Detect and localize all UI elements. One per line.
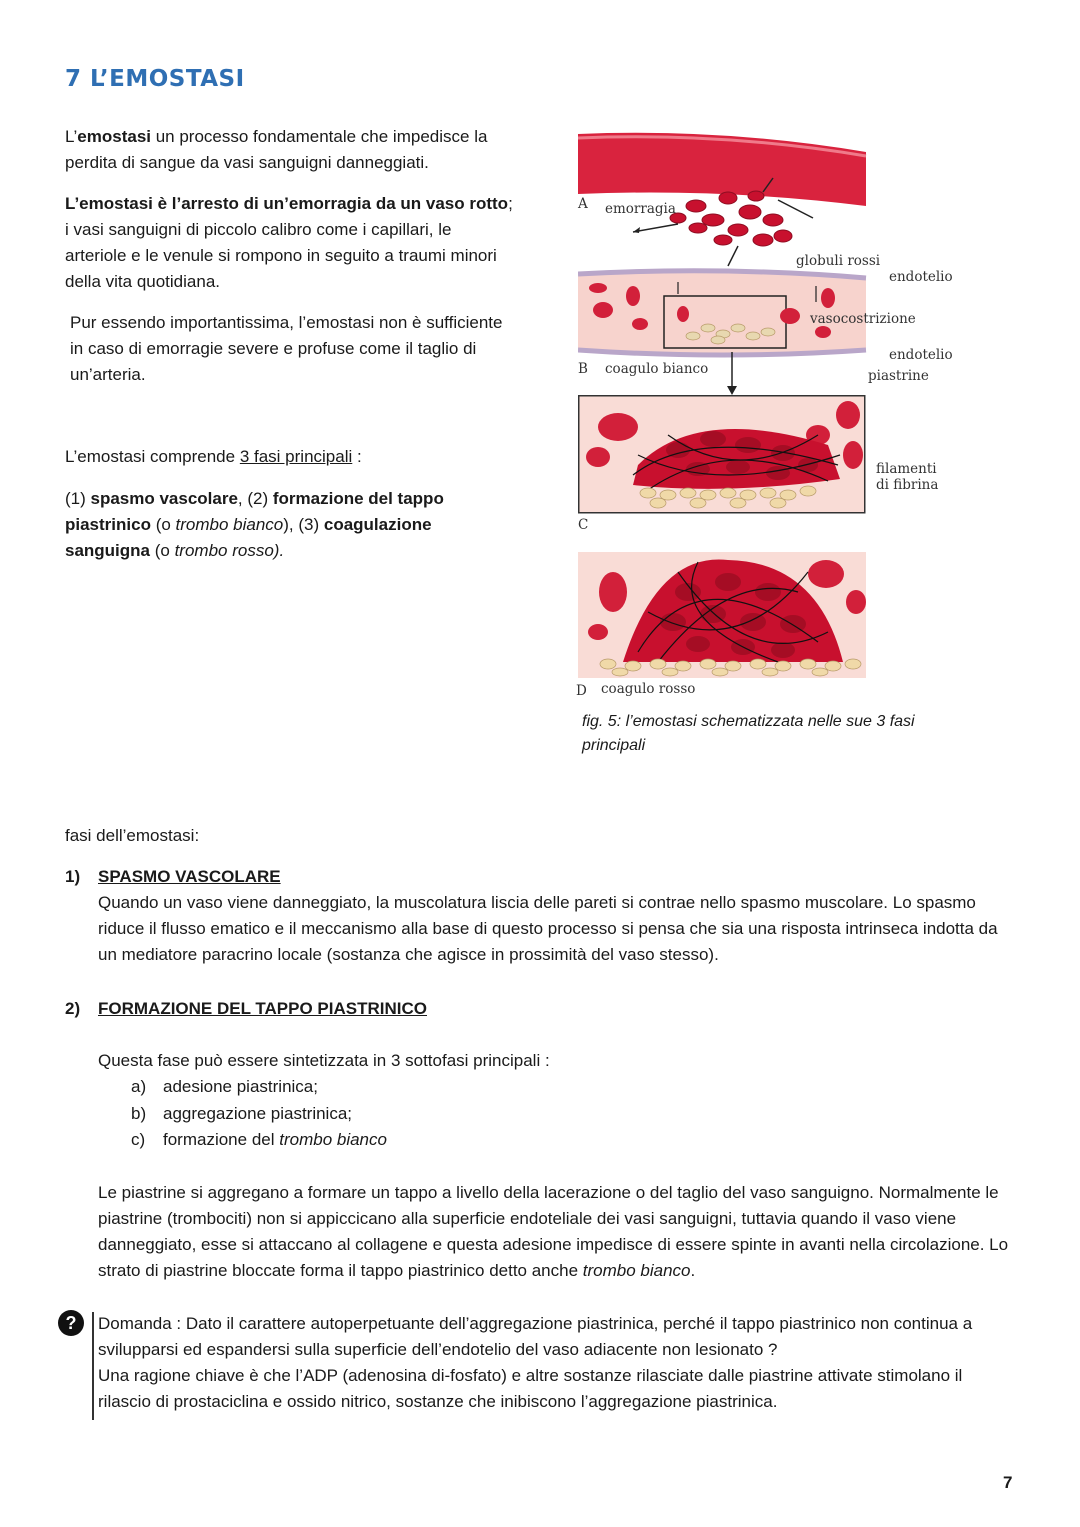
label-coagulo-rosso: coagulo rosso [601,681,696,697]
label-coagulo-bianco: coagulo bianco [605,361,709,377]
intro-phases-list: (1) spasmo vascolare, (2) formazione del tappo piastrinico (o trombo bianco), (3) coagulazione sanguigna (o trombo rosso). [65,489,444,560]
label-c: C [578,517,589,533]
answer-text: Una ragione chiave è che l’ADP (adenosina di-fosfato) e altre sostanze rilasciate dalle piastrine attivate stimolano il rilascio di prostaciclina e ossido nitrico, sostanze che inibiscono l’aggregazione piastrinica. [98,1366,963,1411]
phase-2-number: 2) [65,999,81,1018]
list-item: adesione piastrinica; [163,1077,318,1096]
phase-2-intro: Questa fase può essere sintetizzata in 3 sottofasi principali : [98,1051,550,1070]
list-item: aggregazione piastrinica; [163,1104,353,1123]
phase-2-heading: FORMAZIONE DEL TAPPO PIASTRINICO [98,999,427,1018]
label-piastrine: piastrine [868,368,929,384]
vessel-illustration-d [578,552,868,680]
vessel-illustration-a [578,128,868,268]
phase-1-text: Quando un vaso viene danneggiato, la muscolatura liscia delle pareti si contrae nello spasmo muscolare. Lo spasmo riduce il flusso ematico e il meccanismo alla base di questo processo si pensa che sia una risposta intrinseca indotta da un mediatore paracrino locale (sostanza che agisce in prossimità del vaso stesso). [98,893,998,964]
label-globuli-rossi: globuli rossi [796,253,881,269]
question-divider [92,1312,94,1420]
label-d: D [576,683,587,699]
phase-2-paragraph: Le piastrine si aggregano a formare un tappo a livello della lacerazione o del taglio del vaso sanguigno. Normalmente le piastrine (trombociti) non si appiccicano alla superficie endoteliale dei vasi sanguigni, tuttavia quando il vaso viene danneggiato, esse si attaccano al collagene e questa adesione impedisce di essere spinte in avanti nella circolazione. Lo strato di piastrine bloccate forma il tappo piastrinico detto anche trombo bianco. [98,1183,1009,1280]
intro-paragraph-3: Pur essendo importantissima, l’emostasi non è sufficiente in caso di emorragie severe e profuse come il taglio di un’arteria. [70,313,503,384]
question-icon: ? [58,1310,84,1336]
label-endotelio-2: endotelio [889,347,953,363]
question-text: Domanda : Dato il carattere autoperpetuante dell’aggregazione piastrinica, perché il tappo piastrinico non continua a svilupparsi ed espandersi sulla superficie dell’endotelio del vaso adiacente non lesionato ? [98,1314,973,1359]
figure-caption: fig. 5: l’emostasi schematizzata nelle sue 3 fasi principali [582,713,915,754]
list-item-marker: a) [131,1077,147,1096]
page-number: 7 [1003,1473,1013,1492]
label-b: B [578,361,588,377]
vessel-illustration-c [578,395,868,515]
label-filamenti: filamenti [876,461,937,477]
phase-1-number: 1) [65,867,81,886]
phases-intro: fasi dell’emostasi: [65,826,200,845]
intro-paragraph-4: L’emostasi comprende 3 fasi principali : [65,447,362,466]
label-vasocostrizione: vasocostrizione [810,311,916,327]
intro-paragraph-1: L’emostasi un processo fondamentale che impedisce la perdita di sangue da vasi sanguigni danneggiati. [65,127,488,172]
label-di-fibrina: di fibrina [876,477,939,493]
intro-paragraph-2: L’emostasi è l’arresto di un’emorragia da un vaso rotto; i vasi sanguigni di piccolo calibro come i capillari, le arteriole e le venule si rompono in seguito a traumi minori della vita quotidiana. [65,194,513,291]
label-a: A [578,196,588,212]
list-item: formazione del trombo bianco [163,1130,387,1149]
phase-1-heading: SPASMO VASCOLARE [98,867,281,886]
arrow-down-icon [726,352,738,396]
page-title: 7 L’EMOSTASI [65,66,245,92]
label-emorragia: emorragia [605,201,676,217]
list-item-marker: c) [131,1130,146,1149]
list-item-marker: b) [131,1104,147,1123]
label-endotelio-1: endotelio [889,269,953,285]
